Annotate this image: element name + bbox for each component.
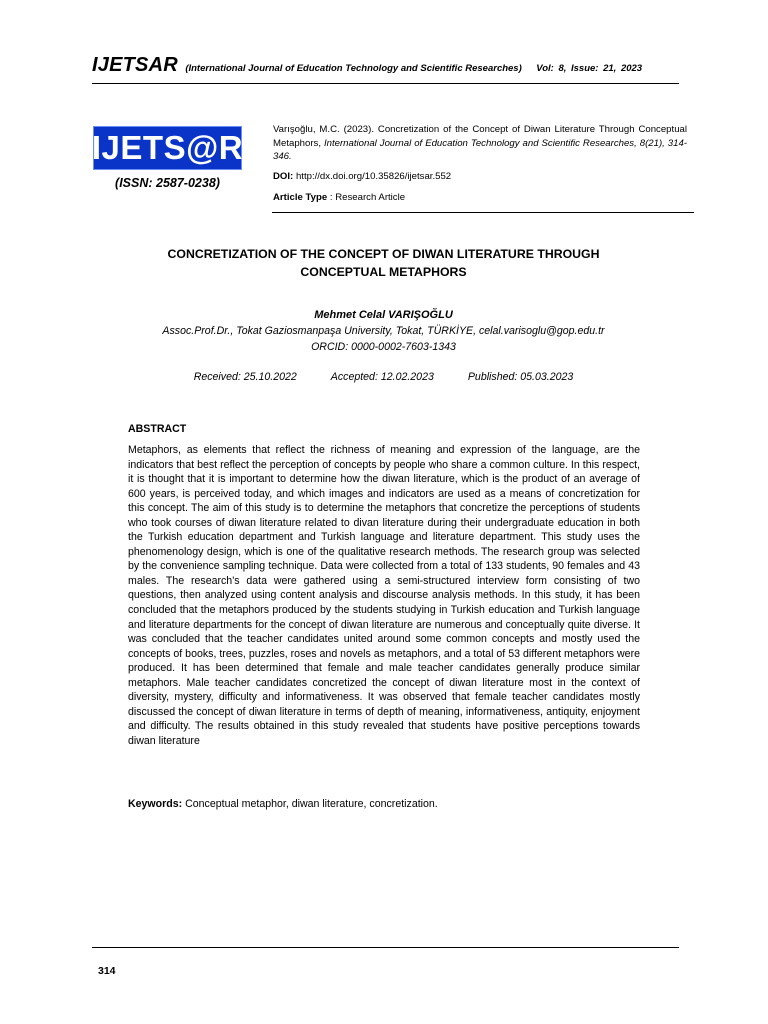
author-orcid: ORCID: 0000-0002-7603-1343 xyxy=(311,341,456,353)
journal-logo xyxy=(93,126,242,170)
footer-rule xyxy=(92,947,679,948)
keywords-value: Conceptual metaphor, diwan literature, concretization. xyxy=(182,798,438,810)
header-rule xyxy=(92,83,679,84)
citation xyxy=(273,123,687,164)
issn: (ISSN: 2587-0238) xyxy=(115,176,220,190)
abstract-body: Metaphors, as elements that reflect the richness of meaning and expression of the language, are the indicators that best reflect the perception of concepts by people who share a common culture. In this respect, it is thought that it is important to determine how the diwan literature, which is the product of an average of 600 years, is perceived today, and which images and indicators are used as a means of concretization for this concept. The aim of this study is to determine the metaphors that concretize the perceptions of students who took courses of diwan literature related to divan literature during their undergraduate education in both the Turkish education department and Turkish language and literature department. This study uses the phenomenology design, which is one of the qualitative research methods. The research group was selected by the convenience sampling technique. Data were collected from a total of 133 students, 90 females and 43 males. The research's data were gathered using a semi-structured interview form consisting of two questions, then analyzed using content analysis and discourse analysis methods. In this study, it has been concluded that the metaphors produced by the students studying in Turkish education and Turkish language and literature departments for the concept of diwan literature are numerous and conceptually quite diverse. It was concluded that the teacher candidates united around some common concepts and mostly used the concepts of books, trees, puzzles, roses and novels as metaphors, and a total of 53 different metaphors were produced. It has been determined that female and male teacher candidates generally produce similar metaphors. Male teacher candidates concretized the concept of diwan literature most in the context of diversity, mystery, difficulty and informativeness. It was observed that female teacher candidates mostly discussed the concept of diwan literature in terms of depth of meaning, informativeness, antiquity, enjoyment and difficulty. The results obtained in this study revealed that students have positive perceptions towards diwan literature xyxy=(128,444,640,747)
author-name: Mehmet Celal VARIŞOĞLU xyxy=(314,309,453,321)
logo-text: IJETS@R xyxy=(91,129,244,166)
article-dates xyxy=(128,371,639,383)
article-type-value: : Research Article xyxy=(329,192,406,203)
running-header xyxy=(92,54,680,77)
published-date: Published: 05.03.2023 xyxy=(467,371,574,383)
accepted-date: Accepted: 12.02.2023 xyxy=(330,371,434,383)
citation-journal: International Journal of Education Technology and Scientific Researches, 8(21), 314-346. xyxy=(273,137,687,162)
abstract-heading: ABSTRACT xyxy=(128,423,187,435)
journal-full-name: (International Journal of Education Technology and Scientific Researches) xyxy=(185,63,522,74)
citation-text: Varışoğlu, M.C. (2023). Concretization of the Concept of Diwan Literature Through Conceptual Metaphors, xyxy=(273,124,687,149)
received-date: Received: 25.10.2022 xyxy=(193,371,297,383)
keywords xyxy=(128,798,438,810)
keywords-label: Keywords: xyxy=(128,798,183,810)
volume-issue: Vol: 8, Issue: 21, 2023 xyxy=(536,63,643,74)
article-type xyxy=(273,192,405,203)
author-affiliation: Assoc.Prof.Dr., Tokat Gaziosmanpaşa University, Tokat, TÜRKİYE, celal.varisoglu@gop.edu.tr xyxy=(162,325,605,337)
title-line-1: CONCRETIZATION OF THE CONCEPT OF DIWAN LITERATURE THROUGH xyxy=(167,247,600,261)
doi-label: DOI: xyxy=(273,171,294,182)
doi-link[interactable]: http://dx.doi.org/10.35826/ijetsar.552 xyxy=(295,171,452,182)
page-number: 314 xyxy=(98,965,116,977)
journal-name: IJETSAR xyxy=(92,54,178,76)
title-line-2: CONCEPTUAL METAPHORS xyxy=(300,265,467,279)
article-title xyxy=(128,245,639,281)
doi xyxy=(273,171,451,182)
citation-rule xyxy=(272,212,694,213)
article-type-label: Article Type xyxy=(273,192,328,203)
